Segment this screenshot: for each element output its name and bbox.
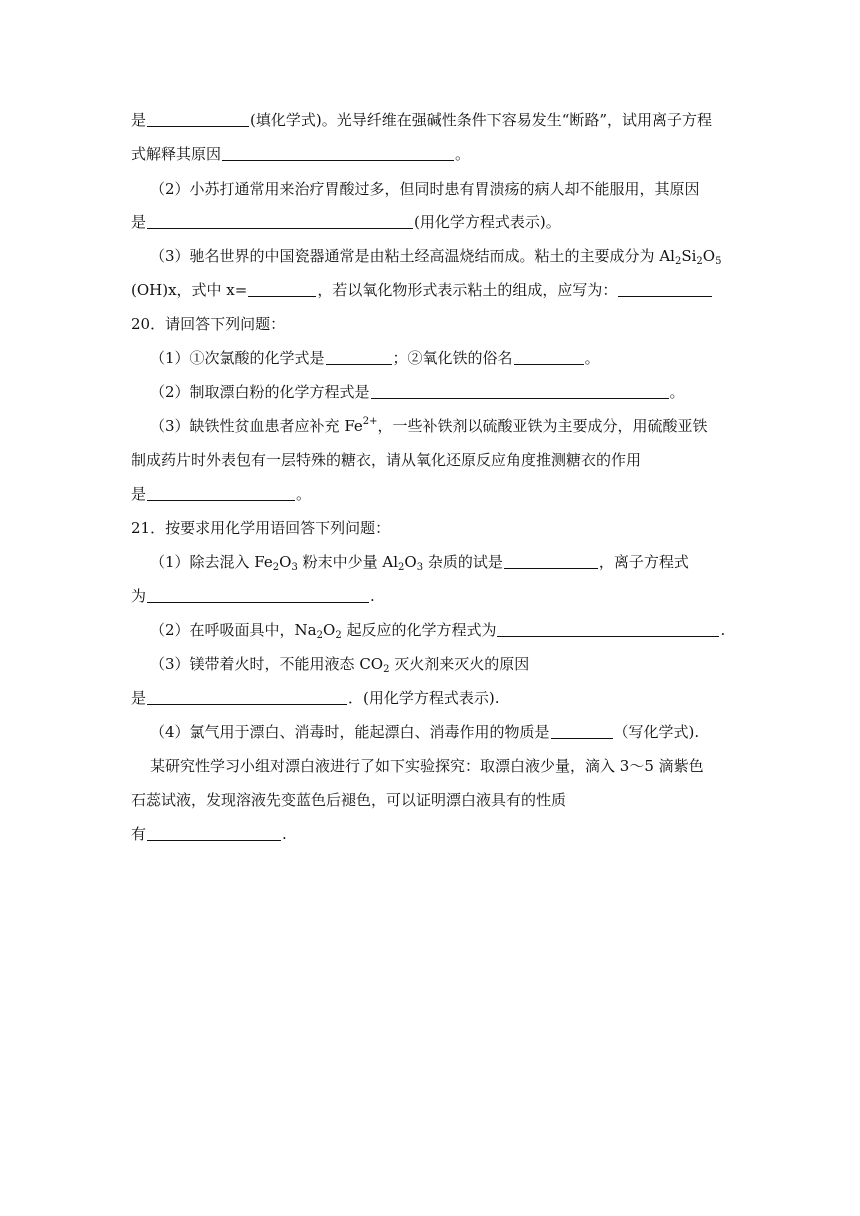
text-segment: 为 [131, 587, 147, 605]
text-segment: . [282, 825, 287, 843]
answer-blank[interactable] [222, 144, 454, 161]
answer-blank[interactable] [147, 688, 347, 705]
text-line [150, 416, 731, 436]
answer-blank[interactable] [504, 552, 598, 569]
text-segment: ，一些补铁剂以硫酸亚铁为主要成分，用硫酸亚铁 [377, 417, 708, 435]
text-segment: 灭火剂来灭火的原因 [389, 655, 530, 673]
subscript: 2 [316, 630, 323, 641]
text-segment: （4）氯气用于漂白、消毒时，能起漂白、消毒作用的物质是 [150, 723, 550, 741]
text-segment: （2）在呼吸面具中，Na [150, 621, 317, 639]
text-segment: O [323, 621, 336, 639]
text-line [150, 246, 731, 266]
text-segment: 式解释其原因 [131, 145, 222, 163]
text-segment: O [404, 553, 417, 571]
text-line [131, 212, 731, 232]
text-segment: 石蕊试液，发现溶液先变蓝色后褪色，可以证明漂白液具有的性质 [131, 791, 567, 809]
answer-blank[interactable] [326, 348, 392, 365]
text-segment: 是 [131, 213, 147, 231]
text-line [150, 722, 731, 742]
text-line [131, 790, 731, 810]
text-line [150, 654, 731, 674]
answer-blank[interactable] [147, 484, 295, 501]
answer-blank[interactable] [551, 722, 613, 739]
text-segment: 。 [296, 485, 312, 503]
subscript: 2 [674, 256, 682, 267]
answer-blank[interactable] [147, 212, 413, 229]
text-line [150, 620, 731, 640]
text-segment: . [370, 587, 375, 605]
text-segment: 。 [584, 349, 600, 367]
subscript: 2 [398, 562, 405, 573]
text-segment: . [720, 621, 726, 639]
text-segment: 起反应的化学方程式为 [341, 621, 497, 639]
subscript: 2 [335, 630, 342, 641]
text-line [131, 824, 731, 844]
text-segment: （1）除去混入 Fe [150, 553, 273, 571]
text-segment: 21．按要求用化学用语回答下列问题： [131, 519, 391, 537]
question-heading [131, 314, 731, 334]
text-segment: （3）驰名世界的中国瓷器通常是由粘土经高温烧结而成。粘土的主要成分为 Al [150, 247, 675, 265]
text-segment: 某研究性学习小组对漂白液进行了如下实验探究：取漂白液少量，滴入 3～5 滴紫色 [150, 757, 704, 775]
text-line [150, 348, 731, 368]
answer-blank[interactable] [497, 620, 719, 637]
text-line [131, 144, 731, 164]
text-segment: （3）镁带着火时，不能用液态 CO [150, 655, 384, 673]
text-line [131, 586, 731, 606]
answer-blank[interactable] [147, 110, 249, 127]
text-segment: 杂质的试是 [423, 553, 503, 571]
text-segment: (填化学式)。光导纤维在强碱性条件下容易发生“断路”，试用离子方程 [250, 111, 713, 129]
text-segment: 有 [131, 825, 147, 843]
text-segment: 。 [455, 145, 471, 163]
text-segment: 是 [131, 485, 147, 503]
text-segment: 。 [669, 383, 685, 401]
text-segment: （1）①次氯酸的化学式是 [150, 349, 325, 367]
text-segment: ；②氧化铁的俗名 [392, 349, 513, 367]
text-segment: Si [681, 247, 697, 265]
text-segment: (OH)x，式中 x= [131, 281, 248, 299]
text-segment: 20．请回答下列问题： [131, 315, 286, 333]
text-segment: ．(用化学方程式表示). [348, 689, 500, 707]
answer-blank[interactable] [371, 382, 669, 399]
text-segment: 是 [131, 111, 147, 129]
text-segment: 粉末中少量 Al [297, 553, 399, 571]
text-segment: O [702, 247, 716, 265]
text-segment: O [279, 553, 292, 571]
answer-blank[interactable] [147, 586, 369, 603]
subscript: 2 [696, 256, 703, 267]
text-line [150, 552, 731, 572]
question-heading [131, 518, 731, 538]
text-line [131, 688, 731, 708]
text-line [131, 484, 731, 504]
text-line [131, 280, 731, 300]
subscript: 2 [383, 664, 390, 675]
subscript: 5 [715, 256, 722, 267]
text-segment: 制成药片时外表包有一层特殊的糖衣，请从氧化还原反应角度推测糖衣的作用 [131, 451, 642, 469]
answer-blank[interactable] [618, 280, 712, 297]
text-segment: （2）小苏打通常用来治疗胃酸过多，但同时患有胃溃疡的病人却不能服用，其原因 [150, 180, 700, 198]
subscript: 3 [291, 562, 298, 573]
answer-blank[interactable] [248, 280, 316, 297]
text-line [150, 382, 731, 402]
text-line [131, 110, 731, 130]
answer-blank[interactable] [147, 824, 281, 841]
text-segment: （3）缺铁性贫血患者应补充 Fe [150, 417, 363, 435]
text-segment: ，离子方程式 [598, 553, 689, 571]
answer-blank[interactable] [514, 348, 584, 365]
subscript: 2 [272, 562, 280, 573]
subscript: 3 [416, 562, 424, 573]
text-segment: （2）制取漂白粉的化学方程式是 [150, 383, 370, 401]
text-segment: (用化学方程式表示)。 [414, 213, 561, 231]
text-segment: 是 [131, 689, 147, 707]
text-line [150, 756, 731, 776]
text-segment: （写化学式). [613, 723, 700, 741]
superscript: 2+ [362, 416, 378, 427]
text-line [150, 179, 731, 199]
text-segment: ，若以氧化物形式表示粘土的组成，应写为： [317, 281, 618, 299]
text-line [131, 450, 731, 470]
